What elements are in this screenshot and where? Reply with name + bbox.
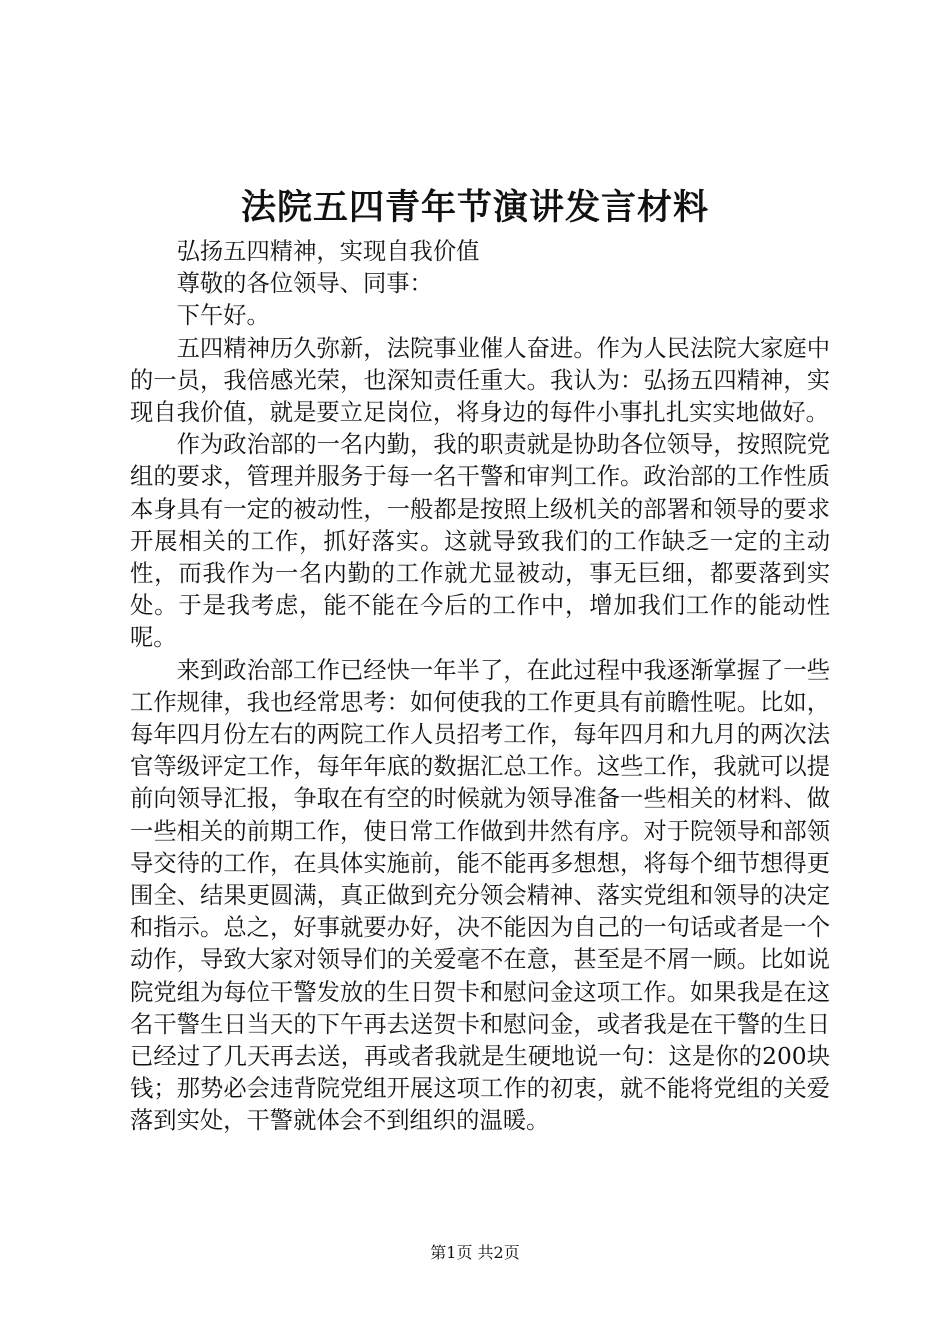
speech-subtitle: 弘扬五四精神，实现自我价值 <box>176 238 480 265</box>
document-title: 法院五四青年节演讲发言材料 <box>240 187 709 228</box>
body-paragraph: 五四精神历久弥新，法院事业催人奋进。作为人民法院大家庭中的一员，我倍感光荣，也深知责任重大。我认为：弘扬五四精神，实现自我价值，就是要立足岗位，将身边的每件小事扎扎实实地做好。 <box>130 334 830 427</box>
page-number: 第1页 共2页 <box>430 1243 520 1262</box>
salutation: 尊敬的各位领导、同事： <box>176 270 433 298</box>
document-body <box>130 236 830 1138</box>
body-paragraph: 作为政治部的一名内勤，我的职责就是协助各位领导，按照院党组的要求，管理并服务于每一名干警和审判工作。政治部的工作性质本身具有一定的被动性，一般都是按照上级机关的部署和领导的要求开展相关的工作，抓好落实。这就导致我们的工作缺乏一定的主动性，而我作为一名内勤的工作就尤显被动，事无巨细，都要落到实处。于是我考虑，能不能在今后的工作中，增加我们工作的能动性呢。 <box>130 431 830 652</box>
greeting: 下午好。 <box>176 302 270 330</box>
body-paragraph: 来到政治部工作已经快一年半了，在此过程中我逐渐掌握了一些工作规律，我也经常思考：如何使我的工作更具有前瞻性呢。比如，每年四月份左右的两院工作人员招考工作，每年四月和九月的两次法官等级评定工作，每年年底的数据汇总工作。这些工作，我就可以提前向领导汇报，争取在有空的时候就为领导准备一些相关的材料、做一些相关的前期工作，使日常工作做到井然有序。对于院领导和部领导交待的工作，在具体实施前，能不能再多想想，将每个细节想得更围全、结果更圆满，真正做到充分领会精神、落实党组和领导的决定和指示。总之，好事就要办好，决不能因为自己的一句话或者是一个动作，导致大家对领导们的关爱毫不在意，甚至是不屑一顾。比如说院党组为每位干警发放的生日贺卡和慰问金这项工作。如果我是在这名干警生日当天的下午再去送贺卡和慰问金，或者我是在干警的生日已经过了几天再去送，再或者我就是生硬地说一句：这是你的200块钱；那势必会违背院党组开展这项工作的初衷，就不能将党组的关爱落到实处，干警就体会不到组织的温暖。 <box>130 656 830 1135</box>
